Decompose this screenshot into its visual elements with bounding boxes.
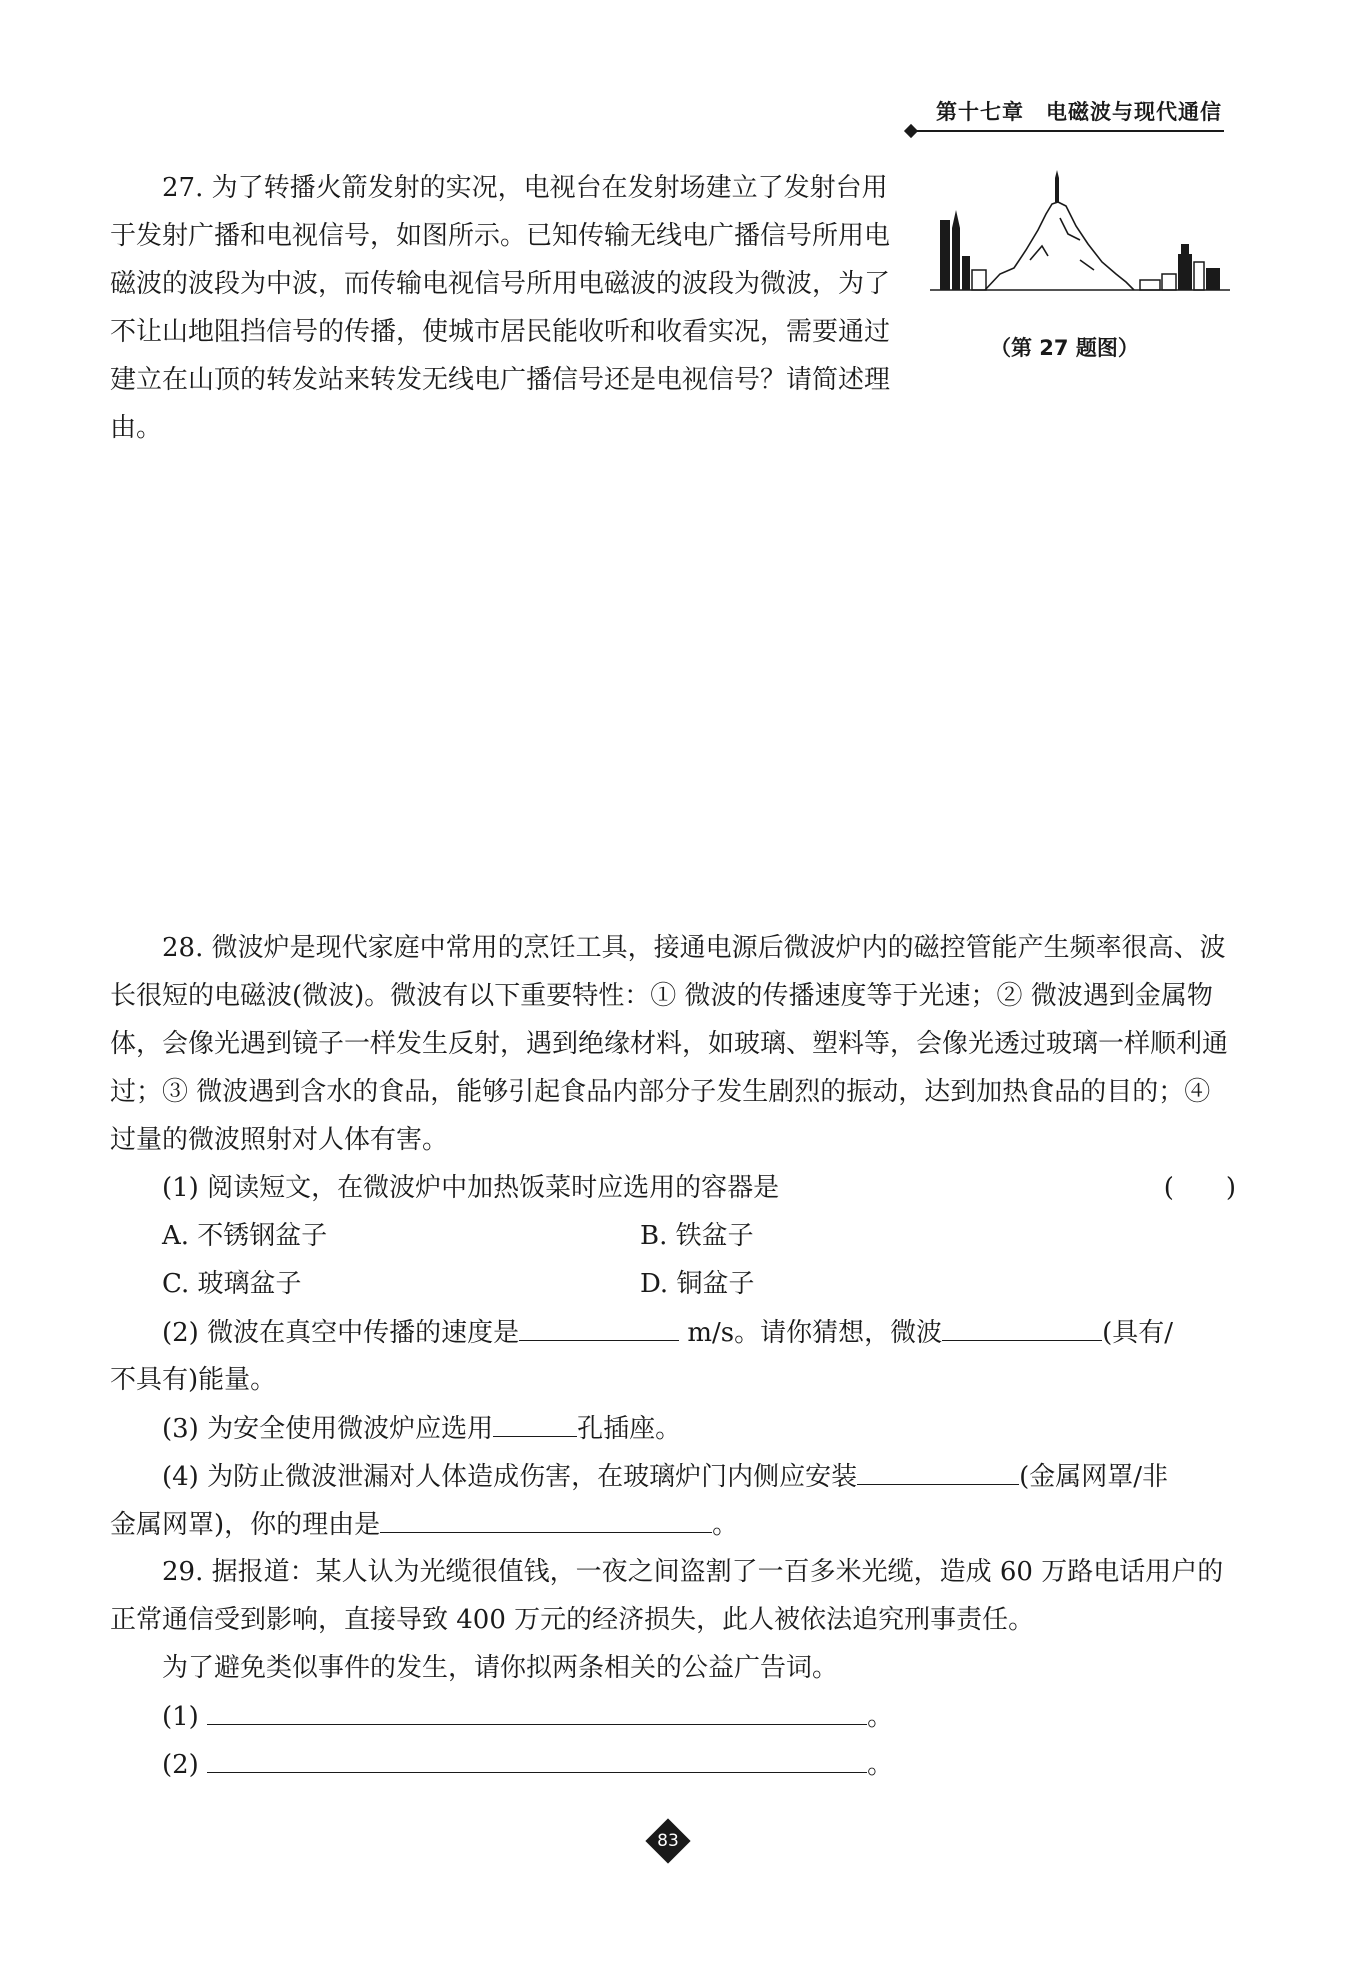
slogan-1-blank[interactable] [207, 1692, 867, 1725]
sub2-continuation: 不具有)能量。 [110, 1365, 277, 1395]
question-28-sub4 [162, 1452, 1168, 1500]
chapter-title: 第十七章 电磁波与现代通信 [936, 100, 1222, 124]
sub4-text-c: 金属网罩)，你的理由是 [110, 1510, 381, 1540]
sub3-text-a: (3) 为安全使用微波炉应选用 [162, 1414, 494, 1444]
question-27-text: 27. 为了转播火箭发射的实况，电视台在发射场建立了发射台用于发射广播和电视信号，如图所示。已知传输无线电广播信号所用电磁波的波段为中波，而传输电视信号所用电磁波的波段为微波，为了不让山地阻挡信号的传播，使城市居民能收听和收看实况，需要通过建立在山顶的转发站来转发无线电广播信号还是电视信号？请简述理由。 [110, 173, 891, 443]
sub4-text-a: (4) 为防止微波泄漏对人体造成伤害，在玻璃炉门内侧应安装 [162, 1462, 858, 1492]
speed-blank[interactable] [519, 1308, 679, 1341]
question-28-sub2 [162, 1308, 1173, 1356]
header-diamond-icon [904, 124, 918, 138]
question-28-sub1 [162, 1164, 1236, 1212]
sub3-text-b: 孔插座。 [577, 1414, 682, 1444]
option-a: A. 不锈钢盆子 [162, 1221, 328, 1251]
shield-blank[interactable] [857, 1452, 1019, 1485]
figure-caption: （第 27 题图） [990, 336, 1139, 360]
question-28-intro: 28. 微波炉是现代家庭中常用的烹饪工具，接通电源后微波炉内的磁控管能产生频率很高、波长很短的电磁波(微波)。微波有以下重要特性：① 微波的传播速度等于光速；② 微波遇到金属物体，会像光遇到镜子一样发生反射，遇到绝缘材料，如玻璃、塑料等，会像光透过玻璃一样顺利通过；③ 微波遇到含水的食品，能够引起食品内部分子发生剧烈的振动，达到加热食品的目的；④ 过量的微波照射对人体有害。 [110, 933, 1229, 1155]
page-number [645, 1818, 691, 1864]
slogan-2-label: (2) [162, 1750, 199, 1780]
sub2-text-c: (具有/ [1102, 1318, 1174, 1348]
socket-blank[interactable] [493, 1404, 577, 1437]
sub2-text-b: m/s。请你猜想，微波 [687, 1318, 943, 1348]
sub1-text: (1) 阅读短文，在微波炉中加热饭菜时应选用的容器是 [162, 1173, 780, 1203]
sub4-end: 。 [712, 1510, 739, 1540]
option-b: B. 铁盆子 [640, 1221, 754, 1251]
reason-blank[interactable] [380, 1500, 712, 1533]
energy-blank[interactable] [942, 1308, 1102, 1341]
sub2-text-a: (2) 微波在真空中传播的速度是 [162, 1318, 520, 1348]
slogan-1-end: 。 [867, 1702, 894, 1732]
question-29-text: 29. 据报道：某人认为光缆很值钱，一夜之间盗割了一百多米光缆，造成 60 万路电话用户的正常通信受到影响，直接导致 400 万元的经济损失，此人被依法追究刑事责任。 [110, 1557, 1224, 1635]
slogan-2-row [162, 1740, 893, 1788]
sub4-continuation [110, 1500, 738, 1548]
chapter-header [912, 96, 1224, 132]
option-c: C. 玻璃盆子 [162, 1269, 302, 1299]
page-number-text: 83 [657, 1831, 679, 1851]
question-29-prompt: 为了避免类似事件的发生，请你拟两条相关的公益广告词。 [162, 1653, 839, 1683]
sub4-text-b: (金属网罩/非 [1019, 1462, 1169, 1492]
option-d: D. 铜盆子 [640, 1269, 755, 1299]
slogan-1-label: (1) [162, 1702, 199, 1732]
rocket-mountain-city-figure [930, 170, 1230, 300]
answer-paren: ( ) [1163, 1173, 1236, 1203]
slogan-2-blank[interactable] [207, 1740, 867, 1773]
slogan-2-end: 。 [867, 1750, 894, 1780]
slogan-1-row [162, 1692, 893, 1740]
question-28-sub3 [162, 1404, 681, 1452]
